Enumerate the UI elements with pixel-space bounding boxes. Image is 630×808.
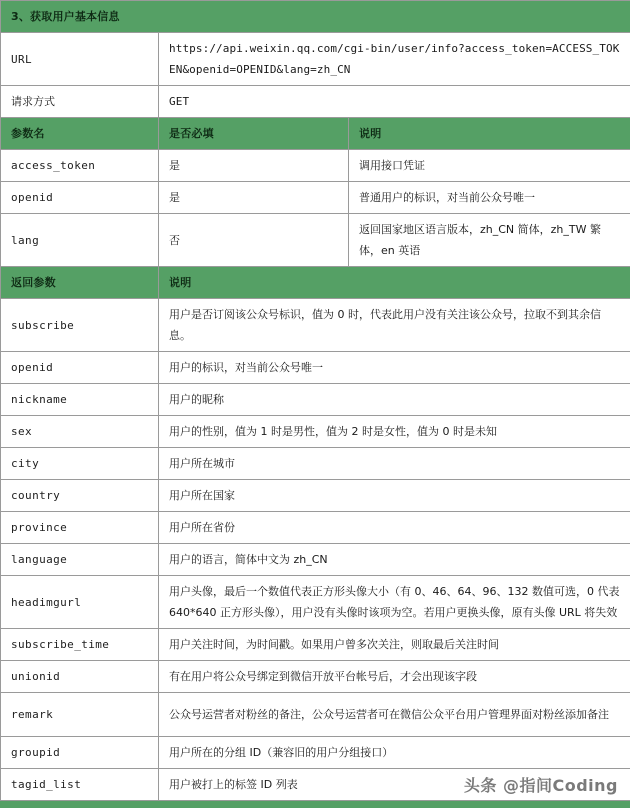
bottom-green-strip <box>0 801 630 808</box>
param-desc: 调用接口凭证 <box>349 150 630 182</box>
table-row <box>1 384 630 416</box>
table-row <box>1 214 630 267</box>
return-desc: 用户的性别，值为 1 时是男性，值为 2 时是女性，值为 0 时是未知 <box>159 416 630 448</box>
return-name: sex <box>1 416 159 448</box>
return-name: city <box>1 448 159 480</box>
return-desc: 用户被打上的标签 ID 列表 <box>159 769 630 801</box>
return-name: province <box>1 512 159 544</box>
table-row <box>1 182 630 214</box>
section-title-row <box>1 1 630 33</box>
table-row <box>1 512 630 544</box>
params-header-name: 参数名 <box>1 118 159 150</box>
method-value: GET <box>159 86 630 118</box>
param-name: lang <box>1 214 159 267</box>
return-desc: 用户所在的分组 ID（兼容旧的用户分组接口） <box>159 737 630 769</box>
return-name: subscribe_time <box>1 629 159 661</box>
table-row <box>1 629 630 661</box>
return-desc: 用户关注时间，为时间戳。如果用户曾多次关注，则取最后关注时间 <box>159 629 630 661</box>
returns-header-desc: 说明 <box>159 267 630 299</box>
param-required: 是 <box>159 182 349 214</box>
return-desc: 公众号运营者对粉丝的备注，公众号运营者可在微信公众平台用户管理界面对粉丝添加备注 <box>159 693 630 737</box>
return-name: language <box>1 544 159 576</box>
params-header-desc: 说明 <box>349 118 630 150</box>
param-required: 是 <box>159 150 349 182</box>
return-name: unionid <box>1 661 159 693</box>
table-row <box>1 661 630 693</box>
return-name: subscribe <box>1 299 159 352</box>
watermark-text: 头条 @指间Coding <box>464 773 618 796</box>
return-desc: 用户头像，最后一个数值代表正方形头像大小（有 0、46、64、96、132 数值可选，0 代表 640*640 正方形头像），用户没有头像时该项为空。若用户更换头像，原有头像 URL 将失效 <box>159 576 630 629</box>
return-desc: 用户的昵称 <box>159 384 630 416</box>
return-desc: 用户所在城市 <box>159 448 630 480</box>
return-name: groupid <box>1 737 159 769</box>
return-name: nickname <box>1 384 159 416</box>
param-desc: 普通用户的标识，对当前公众号唯一 <box>349 182 630 214</box>
method-label: 请求方式 <box>1 86 159 118</box>
table-row-url <box>1 33 630 86</box>
return-desc: 用户的语言，简体中文为 zh_CN <box>159 544 630 576</box>
params-header-required: 是否必填 <box>159 118 349 150</box>
table-row <box>1 448 630 480</box>
url-value: https://api.weixin.qq.com/cgi-bin/user/info?access_token=ACCESS_TOKEN&openid=OPENID&lang=zh_CN <box>159 33 630 86</box>
table-row <box>1 769 630 801</box>
table-row <box>1 416 630 448</box>
params-header-row <box>1 118 630 150</box>
table-row <box>1 352 630 384</box>
section-title: 3、获取用户基本信息 <box>1 1 630 33</box>
table-row <box>1 693 630 737</box>
table-row <box>1 480 630 512</box>
return-name: remark <box>1 693 159 737</box>
table-row <box>1 544 630 576</box>
return-desc: 有在用户将公众号绑定到微信开放平台帐号后，才会出现该字段 <box>159 661 630 693</box>
return-desc: 用户是否订阅该公众号标识，值为 0 时，代表此用户没有关注该公众号，拉取不到其余信息。 <box>159 299 630 352</box>
return-desc: 用户所在省份 <box>159 512 630 544</box>
return-desc: 用户的标识，对当前公众号唯一 <box>159 352 630 384</box>
param-desc: 返回国家地区语言版本，zh_CN 简体，zh_TW 繁体，en 英语 <box>349 214 630 267</box>
returns-header-row <box>1 267 630 299</box>
return-desc: 用户所在国家 <box>159 480 630 512</box>
param-required: 否 <box>159 214 349 267</box>
url-label: URL <box>1 33 159 86</box>
table-row <box>1 299 630 352</box>
return-name: openid <box>1 352 159 384</box>
return-name: headimgurl <box>1 576 159 629</box>
param-name: access_token <box>1 150 159 182</box>
returns-header-name: 返回参数 <box>1 267 159 299</box>
table-row-method <box>1 86 630 118</box>
return-name: country <box>1 480 159 512</box>
return-name: tagid_list <box>1 769 159 801</box>
param-name: openid <box>1 182 159 214</box>
table-row <box>1 576 630 629</box>
table-body <box>1 1 630 801</box>
table-row <box>1 150 630 182</box>
